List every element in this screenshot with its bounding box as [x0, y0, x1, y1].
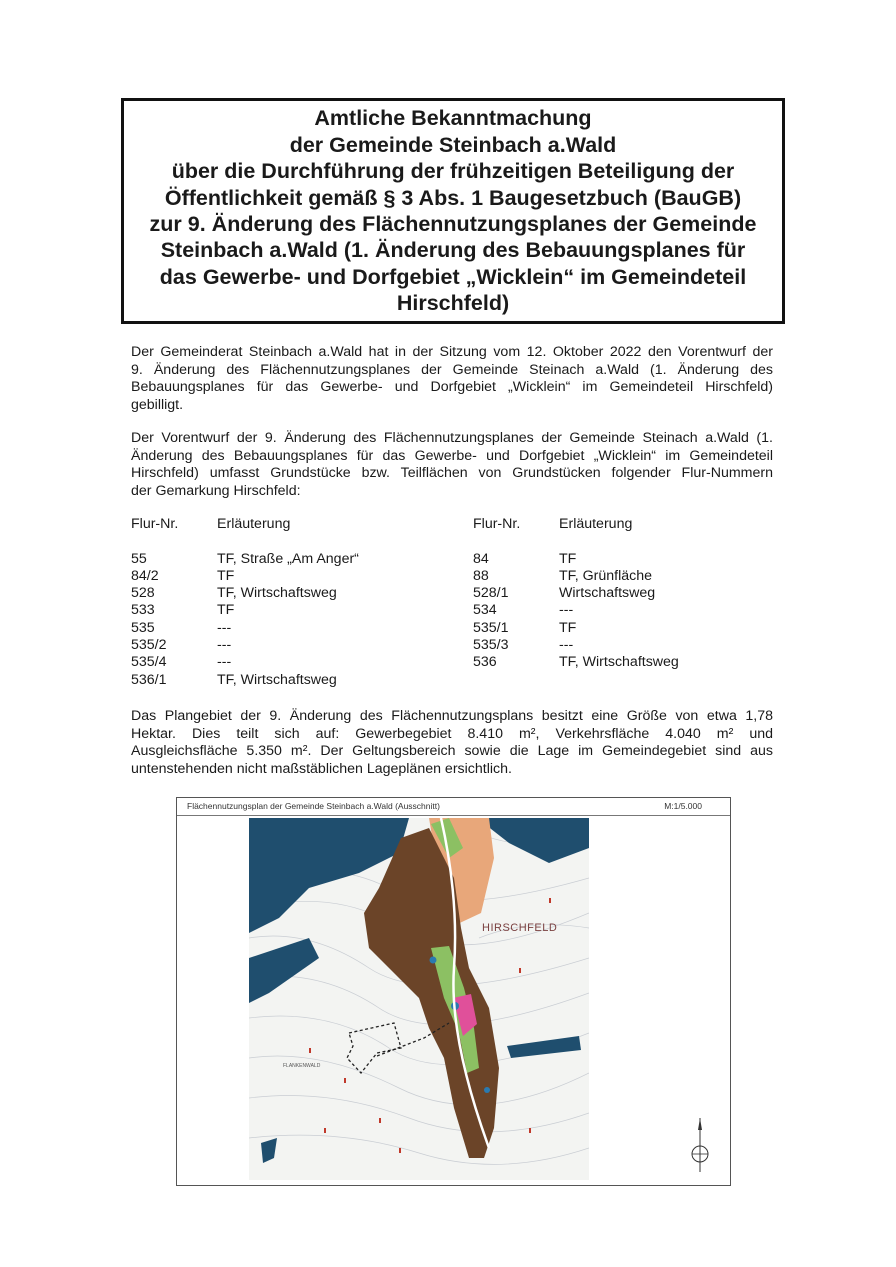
parcel-description: ---	[217, 654, 232, 670]
parcel-description: TF	[217, 568, 235, 584]
parcel-number: 533	[131, 602, 155, 618]
parcel-description: TF, Wirtschaftsweg	[559, 654, 679, 670]
map-header	[177, 798, 730, 816]
parcel-description: TF	[217, 602, 235, 618]
parcel-number: 534	[473, 602, 497, 618]
text-line: untenstehenden nicht maßstäblichen Lageplänen ersichtlich.	[131, 760, 512, 777]
parcel-description: TF	[559, 620, 577, 636]
parcel-description: ---	[559, 602, 574, 618]
title-line: Hirschfeld)	[396, 291, 510, 316]
text-line: Hirschfeld) umfasst Grundstücke bzw. Teilflächen von Grundstücken folgender Flur-Nummern	[131, 465, 773, 482]
parcel-number: 84/2	[131, 568, 159, 584]
text-line: Änderung des Bebauungsplanes für das Gewerbe- und Dorfgebiet „Wicklein“ im Gemeindeteil	[131, 447, 773, 464]
parcel-number: 536	[473, 654, 497, 670]
paragraph-scope	[131, 430, 773, 500]
parcel-number: 535/3	[473, 637, 509, 653]
north-arrow-icon	[686, 1116, 714, 1174]
parcel-number: 535/4	[131, 654, 167, 670]
text-line: 9. Änderung des Flächennutzungsplanes der Gemeinde Steinach a.Wald (1. Änderung des	[131, 361, 773, 378]
map-scale: M:1/5.000	[664, 801, 702, 811]
text-line: Bebauungsplanes für das Gewerbe- und Dorfgebiet „Wicklein“ im Gemeindeteil Hirschfeld)	[131, 379, 773, 396]
title-line: der Gemeinde Steinbach a.Wald	[289, 132, 617, 157]
parcel-description: TF, Wirtschaftsweg	[217, 585, 337, 601]
text-line: der Gemarkung Hirschfeld:	[131, 482, 301, 499]
parcel-number: 535/2	[131, 637, 167, 653]
water-point	[430, 957, 437, 964]
map-caption: Flächennutzungsplan der Gemeinde Steinbach a.Wald (Ausschnitt)	[187, 801, 440, 811]
parcel-description: TF	[559, 551, 577, 567]
title-line: Steinbach a.Wald (1. Änderung des Bebauungsplanes für	[160, 238, 746, 263]
parcel-number: 88	[473, 568, 489, 584]
text-line: Der Vorentwurf der 9. Änderung des Flächennutzungsplanes der Gemeinde Steinach a.Wald (1.	[131, 430, 773, 446]
title-line: Amtliche Bekanntmachung	[314, 106, 592, 131]
parcel-number: 528	[131, 585, 155, 601]
paragraph-area	[131, 708, 773, 778]
parcel-number: 84	[473, 551, 489, 567]
title-line: über die Durchführung der frühzeitigen Beteiligung der	[171, 159, 735, 184]
parcel-number: 535	[131, 620, 155, 636]
parcel-number: 536/1	[131, 672, 167, 688]
land-use-map	[249, 818, 589, 1180]
column-header-erlaeuterung: Erläuterung	[559, 516, 633, 532]
parcel-description: TF, Grünfläche	[559, 568, 653, 584]
map-place-label: HIRSCHFELD	[482, 922, 558, 934]
column-header-flur: Flur-Nr.	[473, 516, 521, 532]
title-line: Öffentlichkeit gemäß § 3 Abs. 1 Baugesetzbuch (BauGB)	[164, 185, 742, 210]
title-line: das Gewerbe- und Dorfgebiet „Wicklein“ im Gemeindeteil	[159, 264, 747, 289]
text-line: Der Gemeinderat Steinbach a.Wald hat in der Sitzung vom 12. Oktober 2022 den Vorentwurf der	[131, 344, 773, 360]
text-line: Ausgleichsfläche 5.350 m². Der Geltungsbereich sowie die Lage im Gemeindegebiet sind aus	[131, 743, 773, 760]
parcel-description: TF, Straße „Am Anger“	[217, 551, 359, 567]
text-line: Das Plangebiet der 9. Änderung des Flächennutzungsplans besitzt eine Größe von etwa 1,78	[131, 708, 773, 724]
parcel-number: 55	[131, 551, 147, 567]
parcel-description: Wirtschaftsweg	[559, 585, 656, 601]
parcel-number: 535/1	[473, 620, 509, 636]
map-frame	[176, 797, 731, 1186]
paragraph-resolution	[131, 344, 773, 414]
column-header-flur: Flur-Nr.	[131, 516, 179, 532]
announcement-title-box	[121, 98, 785, 324]
parcel-number: 528/1	[473, 585, 509, 601]
parcel-description: TF, Wirtschaftsweg	[217, 672, 337, 688]
parcel-description: ---	[559, 637, 574, 653]
title-line: zur 9. Änderung des Flächennutzungsplanes der Gemeinde	[149, 212, 757, 236]
map-small-label: FLANKENWALD	[283, 1063, 321, 1069]
text-line: Hektar. Dies teilt sich auf: Gewerbegebiet 8.410 m², Verkehrsfläche 4.040 m² und	[131, 725, 773, 742]
parcel-description: ---	[217, 620, 232, 636]
text-line: gebilligt.	[131, 396, 184, 413]
water-point	[484, 1087, 490, 1093]
parcel-description: ---	[217, 637, 232, 653]
column-header-erlaeuterung: Erläuterung	[217, 516, 291, 532]
